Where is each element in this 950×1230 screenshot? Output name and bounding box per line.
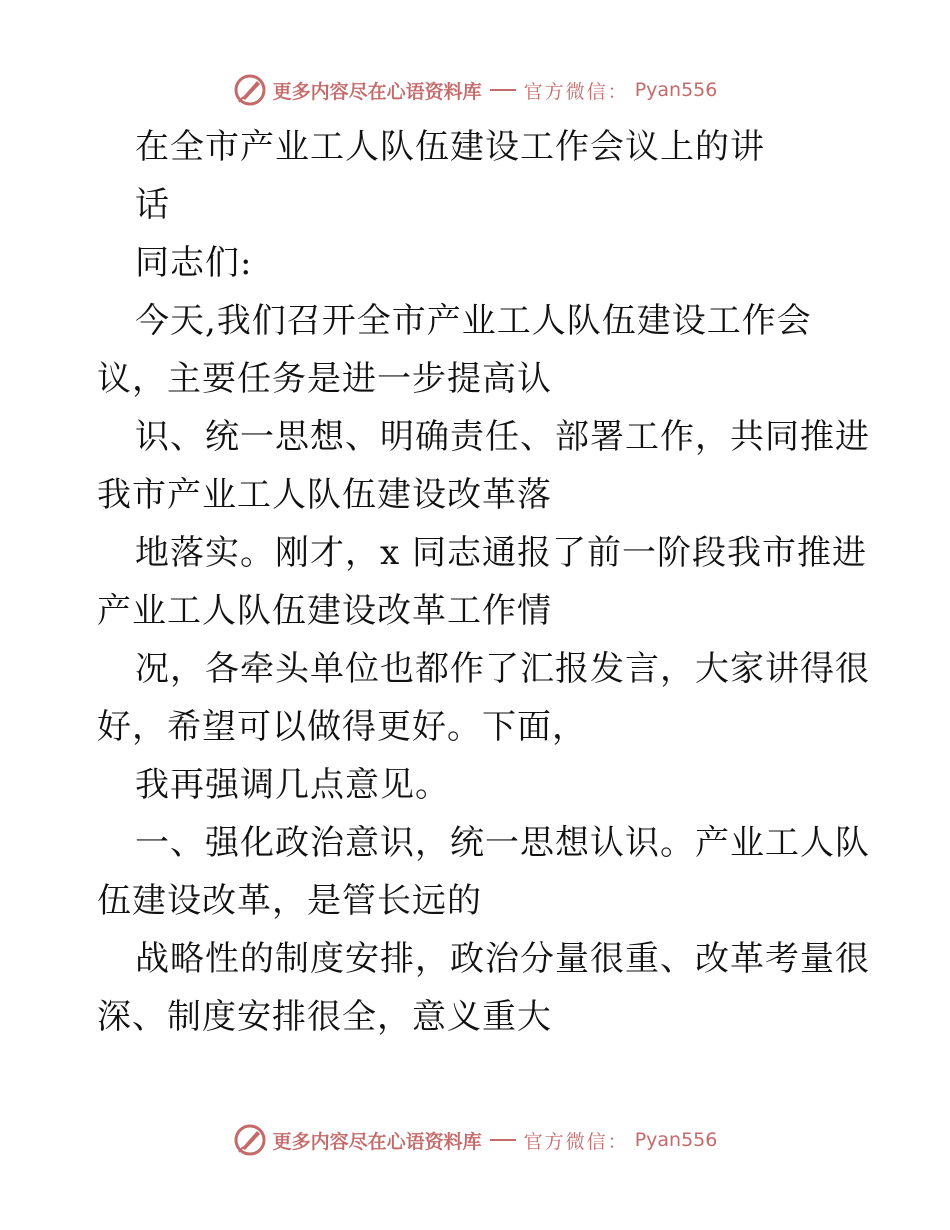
- banner-wechat-id: Pyan556: [634, 79, 718, 101]
- salutation: 同志们:: [135, 243, 253, 283]
- banner-sub-text: 官方微信：: [523, 1130, 629, 1153]
- banner-main-text: 更多内容尽在心语资料库: [272, 1130, 482, 1153]
- banner-wechat-id: Pyan556: [634, 1129, 718, 1151]
- paragraph-line: 好，希望可以做得更好。下面，: [97, 707, 587, 747]
- paragraph-line: 识、统一思想、明确责任、部署工作，共同推进: [135, 417, 870, 457]
- paragraph-line: 今天,我们召开全市产业工人队伍建设工作会: [135, 301, 812, 341]
- quill-logo-icon: [233, 1123, 267, 1157]
- title-line-1: 在全市产业工人队伍建设工作会议上的讲: [135, 127, 765, 167]
- paragraph-line: 产业工人队伍建设改革工作情: [97, 591, 552, 631]
- paragraph-line: 况，各牵头单位也都作了汇报发言，大家讲得很: [135, 649, 870, 689]
- paragraph-line: 战略性的制度安排，政治分量很重、改革考量很: [135, 939, 870, 979]
- paragraph-line: 议，主要任务是进一步提高认: [97, 359, 552, 399]
- section-heading-line: 一、强化政治意识，统一思想认识。产业工人队: [135, 823, 870, 863]
- paragraph-line: 地落实。刚才，x 同志通报了前一阶段我市推进: [135, 533, 867, 573]
- banner-separator: [490, 1139, 516, 1141]
- title-line-2: 话: [135, 185, 170, 225]
- paragraph-line: 深、制度安排很全，意义重大: [97, 997, 552, 1037]
- footer-banner: [0, 1120, 950, 1160]
- paragraph-line: 伍建设改革，是管长远的: [97, 881, 482, 921]
- banner-sub-text: 官方微信：: [523, 80, 629, 103]
- paragraph-line: 我再强调几点意见。: [135, 765, 450, 805]
- quill-logo-icon: [233, 73, 267, 107]
- paragraph-line: 我市产业工人队伍建设改革落: [97, 475, 552, 515]
- banner-main-text: 更多内容尽在心语资料库: [272, 80, 482, 103]
- header-banner: [0, 70, 950, 110]
- banner-separator: [490, 89, 516, 91]
